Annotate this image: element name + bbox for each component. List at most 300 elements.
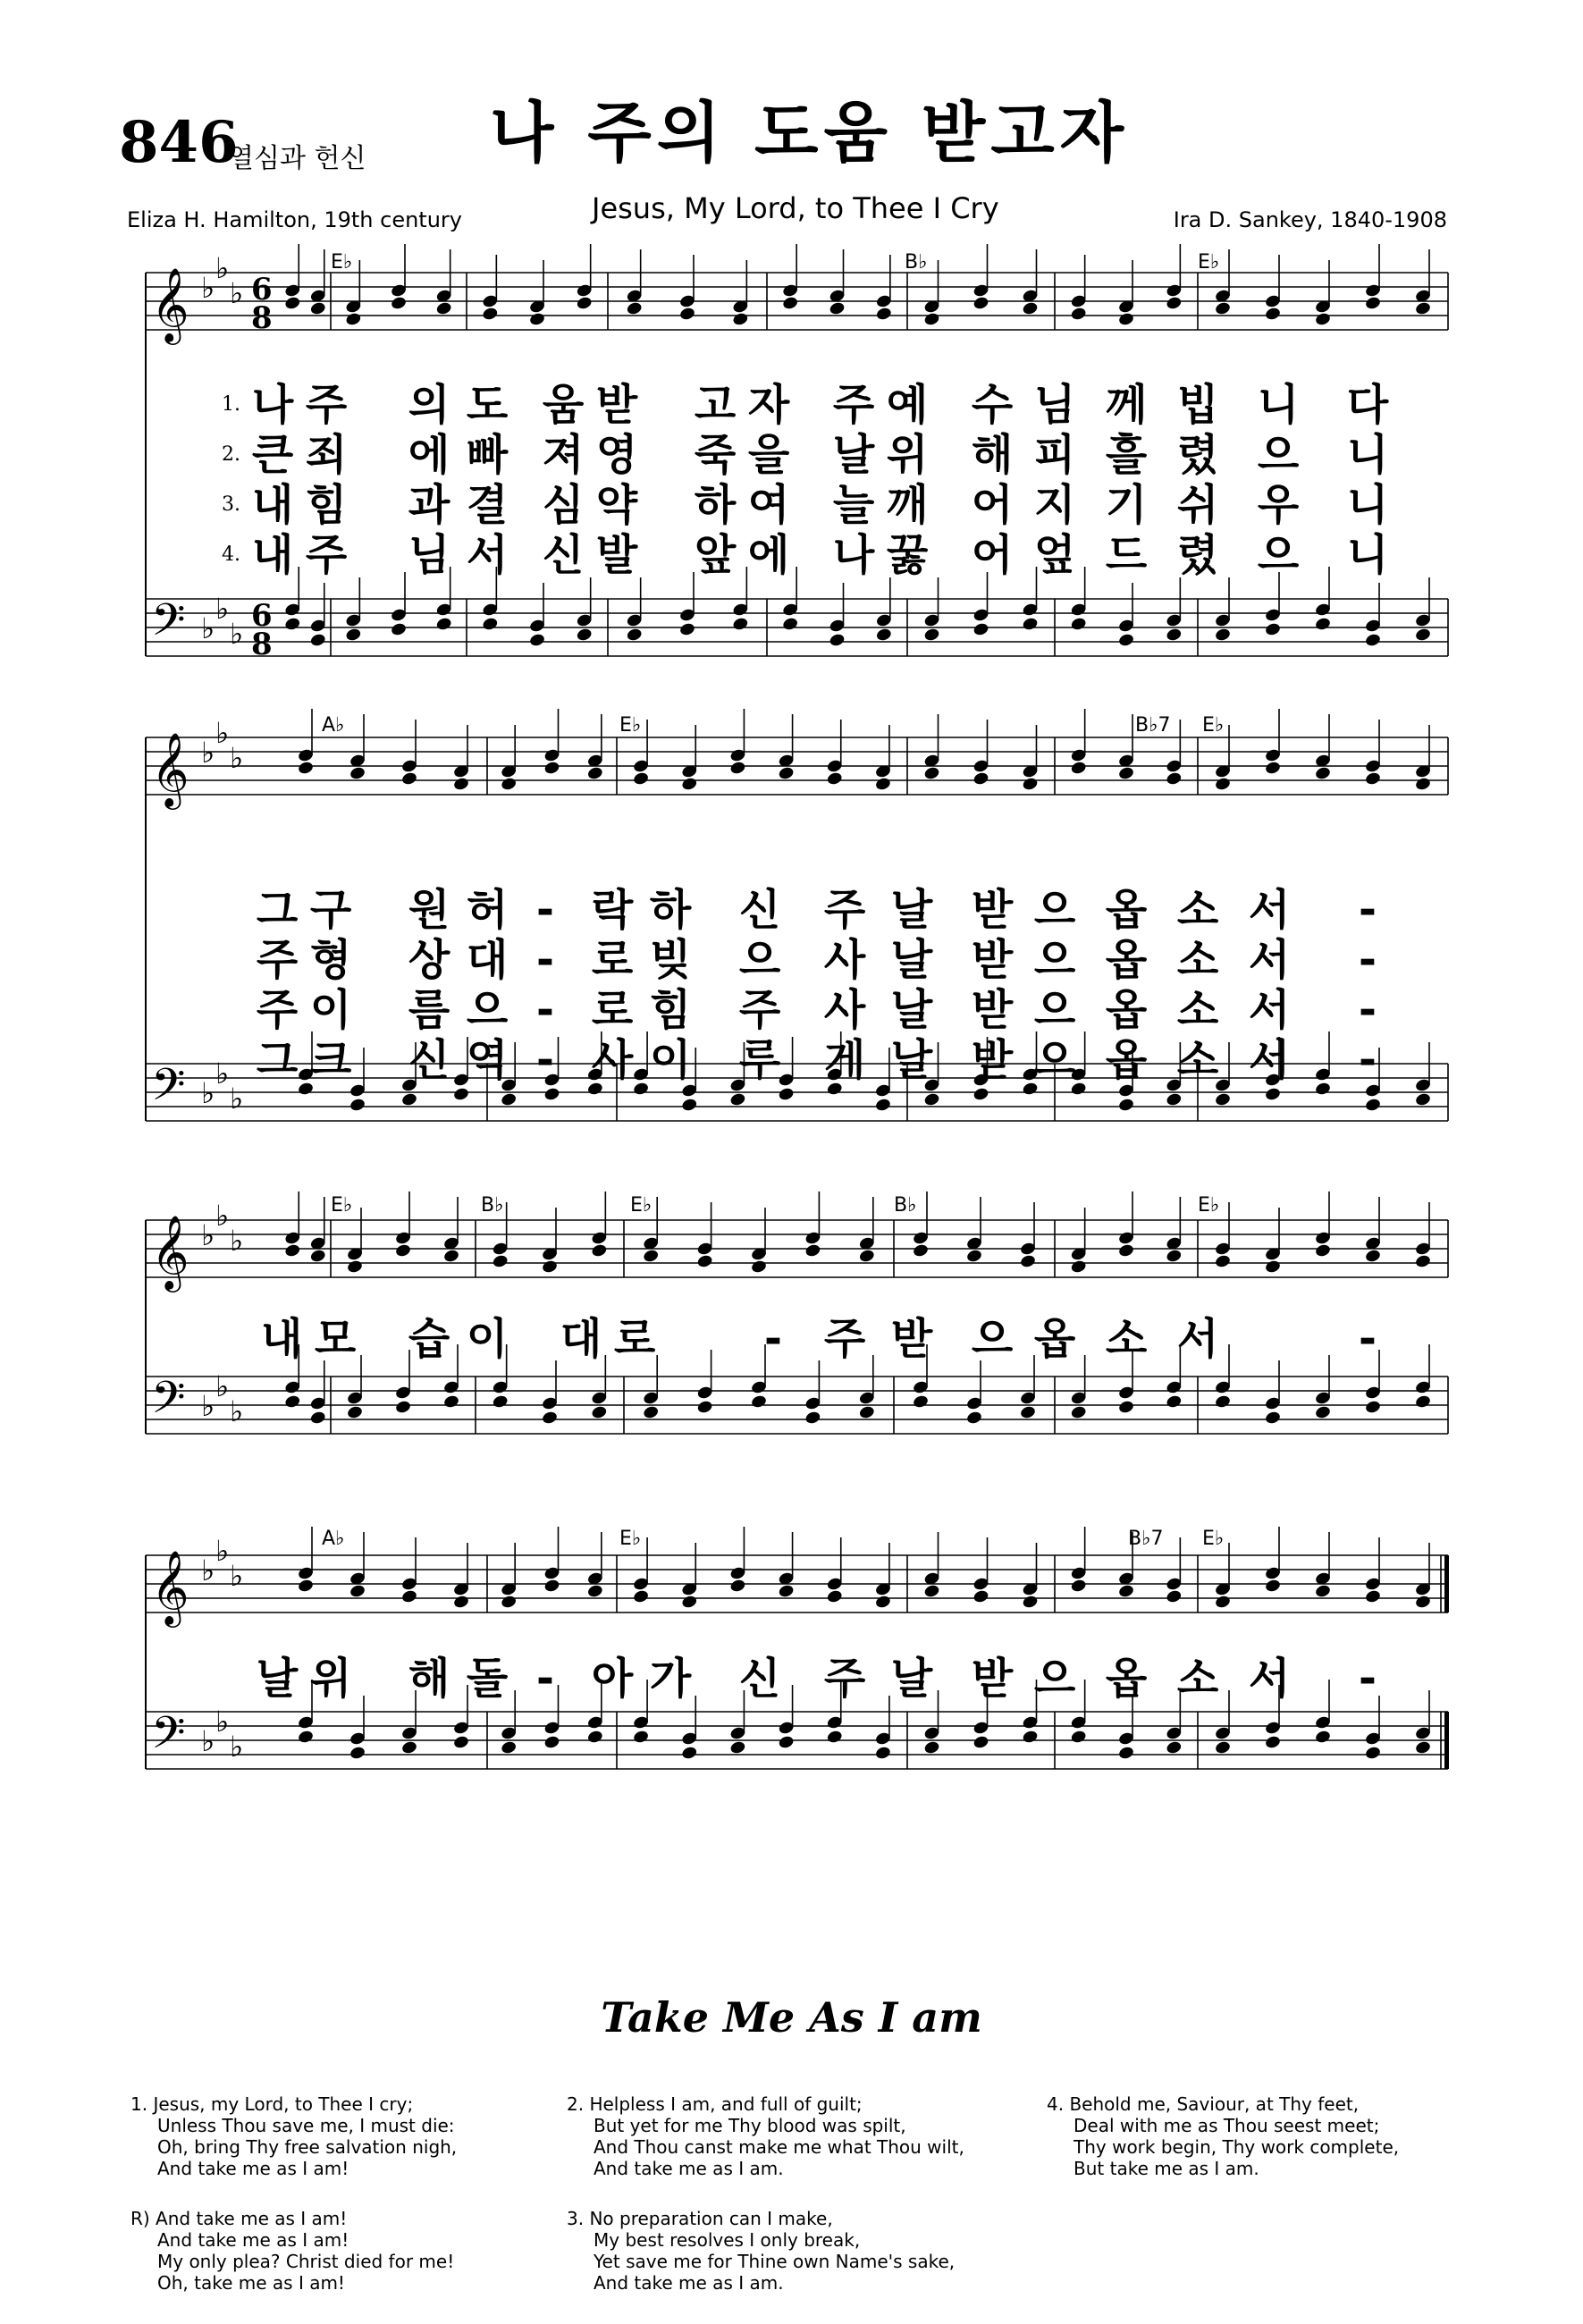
- note-head: [435, 301, 452, 316]
- chord-symbol: B♭: [894, 1194, 917, 1217]
- note-head: [1117, 1243, 1134, 1259]
- lyric-syllable: 주: [823, 885, 866, 935]
- note-head: [394, 1243, 411, 1259]
- note-head: [1214, 1595, 1231, 1610]
- note-head: [1070, 1405, 1087, 1420]
- treble-clef-icon: 𝄞: [151, 731, 189, 806]
- note-head: [1414, 1595, 1431, 1610]
- note-head: [1264, 1579, 1281, 1594]
- flat-icon: ♭: [230, 1082, 244, 1116]
- note-head: [543, 761, 560, 776]
- note-head: [1166, 1394, 1183, 1410]
- lyric-syllable: 으: [1033, 885, 1076, 935]
- note-head: [1414, 1254, 1431, 1269]
- lyric-syllable: 서: [1248, 935, 1291, 985]
- lyric-syllable: 옵: [1105, 885, 1148, 935]
- korean-title: 나 주의 도움 받고자: [490, 95, 1130, 172]
- lyric-syllable: 으: [1033, 985, 1076, 1035]
- lyric-syllable: 서: [1248, 1654, 1291, 1704]
- lyric-syllable: 드: [1105, 530, 1148, 580]
- lyric-syllable: 날: [832, 430, 875, 480]
- chord-symbol: E♭: [1198, 1194, 1220, 1217]
- lyric-syllable: 서: [1248, 885, 1291, 935]
- note-head: [1019, 1405, 1036, 1420]
- note-head: [973, 1589, 989, 1604]
- english-stanza-3: [567, 2208, 955, 2294]
- hymn-category: 열심과 헌신: [228, 143, 366, 174]
- lyric-syllable: 대: [560, 1314, 602, 1364]
- lyric-syllable: -: [536, 935, 554, 985]
- bass-clef-icon: 𝄢: [151, 594, 186, 657]
- chord-symbol: E♭: [331, 251, 353, 274]
- lyric-syllable: 사: [591, 1035, 634, 1085]
- note-head: [1264, 307, 1281, 322]
- note-head: [586, 1730, 603, 1745]
- bass-clef-icon: 𝄢: [151, 1059, 186, 1122]
- lyric-syllable: 힘: [649, 985, 692, 1035]
- note-head: [492, 1394, 509, 1410]
- note-head: [874, 1746, 891, 1761]
- note-head: [1022, 1595, 1039, 1610]
- note-head: [345, 312, 362, 327]
- lyric-syllable: 과: [408, 480, 450, 530]
- lyric-syllable: 어: [971, 480, 1014, 530]
- note-head: [297, 1730, 314, 1745]
- chord-symbol: E♭: [1198, 251, 1220, 274]
- lyric-syllable: 형: [309, 935, 352, 985]
- note-head: [501, 1595, 518, 1610]
- lyric-syllable: -: [1359, 1654, 1377, 1704]
- note-head: [804, 1410, 821, 1426]
- flat-icon: ♭: [215, 716, 230, 750]
- note-head: [875, 627, 892, 643]
- note-head: [804, 1243, 821, 1259]
- lyric-syllable: 을: [747, 430, 790, 480]
- verse-number: 1.: [222, 393, 240, 416]
- flat-icon: ♭: [215, 251, 230, 285]
- flat-icon: ♭: [215, 592, 230, 626]
- note-head: [1166, 1092, 1183, 1107]
- lyric-syllable: 니: [1257, 380, 1300, 430]
- flat-icon: ♭: [215, 1705, 230, 1739]
- lyric-syllable: 에: [408, 430, 450, 480]
- lyric-syllable: 움: [542, 380, 585, 430]
- note-head: [1214, 777, 1231, 792]
- lyric-syllable: 사: [823, 935, 866, 985]
- note-head: [1314, 1243, 1331, 1259]
- lyric-line: 1. Jesus, my Lord, to Thee I cry;: [131, 2093, 414, 2115]
- note-head: [1264, 1087, 1281, 1102]
- note-head: [349, 766, 366, 781]
- note-head: [1070, 1730, 1087, 1745]
- hymn-number: 846: [119, 109, 239, 176]
- note-head: [1022, 777, 1039, 792]
- lyric-syllable: -: [536, 985, 554, 1035]
- lyric-line: 3. No preparation can I make,: [567, 2208, 833, 2229]
- note-head: [1166, 1589, 1183, 1604]
- lyric-syllable: 나: [251, 380, 294, 430]
- lyric-syllable: 나: [832, 530, 875, 580]
- lyric-syllable: 으: [1257, 530, 1300, 580]
- note-head: [576, 296, 593, 311]
- chord-symbol: E♭: [619, 714, 642, 737]
- note-head: [732, 617, 749, 632]
- lyric-syllable: 옵: [1033, 1314, 1076, 1364]
- note-head: [778, 1584, 795, 1599]
- lyric-syllable: 깨: [886, 480, 929, 530]
- note-head: [1166, 627, 1183, 643]
- lyric-line: 2. Helpless I am, and full of guilt;: [567, 2093, 863, 2115]
- english-subtitle: Take Me As I am: [601, 1993, 982, 2042]
- lyric-syllable: 엎: [1033, 530, 1076, 580]
- note-head: [297, 761, 314, 776]
- lyric-syllable: 꿇: [886, 530, 929, 580]
- lyric-syllable: 서: [1248, 985, 1291, 1035]
- lyric-syllable: -: [1359, 1314, 1377, 1364]
- note-head: [729, 761, 746, 776]
- lyric-syllable: 받: [890, 1314, 933, 1364]
- lyric-row-verse-4: [0, 530, 1583, 580]
- lyric-line: Unless Thou save me, I must die:: [157, 2115, 455, 2136]
- lyric-syllable: 주: [305, 380, 348, 430]
- note-head: [681, 1595, 698, 1610]
- lyric-syllable: 주: [256, 935, 299, 985]
- note-head: [829, 301, 846, 316]
- note-head: [633, 771, 650, 787]
- note-head: [973, 1735, 989, 1750]
- lyric-syllable: 님: [1033, 380, 1076, 430]
- lyric-syllable: 영: [595, 430, 638, 480]
- chord-symbol: B♭: [481, 1194, 504, 1217]
- lyric-syllable: 지: [1033, 480, 1076, 530]
- lyric-line: Oh, take me as I am!: [157, 2272, 345, 2294]
- note-head: [829, 633, 846, 648]
- note-head: [1022, 617, 1039, 632]
- note-head: [1214, 1740, 1231, 1756]
- english-stanza-1: [131, 2093, 457, 2179]
- note-head: [782, 617, 799, 632]
- note-head: [586, 1584, 603, 1599]
- lyric-syllable: 옵: [1105, 985, 1148, 1035]
- chord-symbol: E♭: [331, 1194, 353, 1217]
- note-head: [586, 766, 603, 781]
- note-head: [541, 1410, 558, 1426]
- flat-icon: ♭: [230, 1559, 244, 1593]
- lyric-row-refrain: [0, 1654, 1583, 1704]
- lyric-syllable: 옵: [1105, 1035, 1148, 1085]
- lyric-line: And Thou canst make me what Thou wilt,: [594, 2136, 964, 2158]
- note-head: [1070, 307, 1087, 322]
- lyric-syllable: 날: [890, 1035, 933, 1085]
- note-head: [874, 1098, 891, 1113]
- lyric-syllable: 니: [1346, 430, 1389, 480]
- lyric-syllable: 우: [1257, 480, 1300, 530]
- lyric-syllable: 이: [466, 1314, 509, 1364]
- lyric-syllable: 져: [542, 430, 585, 480]
- lyric-line: Oh, bring Thy free salvation nigh,: [157, 2136, 458, 2158]
- note-head: [1414, 1394, 1431, 1410]
- note-head: [1117, 1584, 1134, 1599]
- lyric-syllable: 으: [1033, 1654, 1076, 1704]
- note-head: [973, 1087, 989, 1102]
- lyric-syllable: 신: [408, 1035, 450, 1085]
- note-head: [1314, 766, 1331, 781]
- lyric-syllable: 하: [649, 885, 692, 935]
- note-head: [1264, 1410, 1281, 1426]
- note-head: [973, 771, 989, 787]
- lyric-syllable: 그: [256, 885, 299, 935]
- note-head: [1364, 633, 1381, 648]
- note-head: [284, 296, 301, 311]
- note-head: [729, 1740, 746, 1756]
- note-head: [452, 1735, 469, 1750]
- note-head: [1414, 777, 1431, 792]
- lyric-syllable: -: [1359, 985, 1377, 1035]
- note-head: [778, 1087, 795, 1102]
- lyric-row-refrain: [0, 1314, 1583, 1364]
- lyric-syllable: 날: [256, 1654, 299, 1704]
- note-head: [1364, 771, 1381, 787]
- note-head: [394, 1400, 411, 1415]
- note-head: [1070, 617, 1087, 632]
- chord-symbol: E♭: [1202, 714, 1225, 737]
- note-head: [626, 301, 643, 316]
- lyric-syllable: 어: [971, 530, 1014, 580]
- lyric-syllable: 신: [738, 1654, 781, 1704]
- time-signature: 6: [251, 598, 273, 634]
- note-head: [1019, 1254, 1036, 1269]
- note-head: [390, 622, 407, 637]
- lyric-syllable: 게: [823, 1035, 866, 1085]
- note-head: [482, 617, 499, 632]
- time-signature: 8: [251, 627, 273, 662]
- lyric-syllable: 소: [1176, 935, 1219, 985]
- composer-credit: Ira D. Sankey, 1840-1908: [1173, 207, 1447, 232]
- lyric-syllable: 께: [1105, 380, 1148, 430]
- bass-clef-icon: 𝄢: [151, 1707, 186, 1770]
- lyric-line: But yet for me Thy blood was spilt,: [594, 2115, 906, 2136]
- lyric-syllable: 발: [595, 530, 638, 580]
- lyric-syllable: 예: [886, 380, 929, 430]
- note-head: [492, 1254, 509, 1269]
- chord-symbol: B♭7: [1135, 714, 1171, 737]
- note-head: [750, 1259, 767, 1275]
- note-head: [696, 1254, 713, 1269]
- lyric-syllable: 늘: [832, 480, 875, 530]
- note-head: [643, 1405, 660, 1420]
- flat-icon: ♭: [201, 1076, 215, 1110]
- lyric-row-verse-3: [0, 480, 1583, 530]
- note-head: [1070, 1579, 1087, 1594]
- note-head: [1414, 627, 1431, 643]
- note-head: [1264, 1735, 1281, 1750]
- flat-icon: ♭: [230, 617, 244, 651]
- note-head: [858, 1405, 875, 1420]
- note-head: [1364, 1746, 1381, 1761]
- lyric-syllable: 니: [1346, 530, 1389, 580]
- note-head: [750, 1394, 767, 1410]
- note-head: [543, 1735, 560, 1750]
- lyric-syllable: 로: [591, 935, 634, 985]
- lyric-syllable: 날: [890, 935, 933, 985]
- lyric-syllable: 소: [1176, 1035, 1219, 1085]
- note-head: [826, 771, 843, 787]
- lyric-line: R) And take me as I am!: [131, 2208, 348, 2229]
- flat-icon: ♭: [230, 1394, 244, 1428]
- lyric-syllable: 쉬: [1176, 480, 1219, 530]
- note-head: [874, 1595, 891, 1610]
- lyric-syllable: 그: [256, 1035, 299, 1085]
- lyric-syllable: 흘: [1105, 430, 1148, 480]
- flat-icon: ♭: [201, 611, 215, 645]
- lyric-syllable: 상: [408, 935, 450, 985]
- flat-icon: ♭: [201, 1554, 215, 1587]
- flat-icon: ♭: [201, 1218, 215, 1252]
- lyric-row-verse-2: [0, 430, 1583, 480]
- lyric-syllable: 하: [694, 480, 737, 530]
- flat-icon: ♭: [230, 741, 244, 775]
- note-head: [778, 766, 795, 781]
- flat-icon: ♭: [230, 1224, 244, 1258]
- flat-icon: ♭: [230, 276, 244, 310]
- note-head: [528, 312, 545, 327]
- note-head: [1314, 1584, 1331, 1599]
- lyric-syllable: 가: [649, 1654, 692, 1704]
- lyric-syllable: 약: [595, 480, 638, 530]
- note-head: [923, 627, 940, 643]
- note-head: [965, 1249, 982, 1264]
- lyric-line: And take me as I am.: [594, 2158, 784, 2179]
- note-head: [1166, 771, 1183, 787]
- chord-symbol: E♭: [630, 1194, 653, 1217]
- flat-icon: ♭: [215, 1534, 230, 1568]
- lyric-syllable: 기: [1105, 480, 1148, 530]
- lyric-line: And take me as I am!: [157, 2229, 349, 2251]
- lyric-syllable: 모: [314, 1314, 357, 1364]
- note-head: [1314, 312, 1331, 327]
- note-head: [923, 1584, 940, 1599]
- lyric-syllable: 신: [542, 530, 585, 580]
- lyric-syllable: 주: [256, 985, 299, 1035]
- lyric-line: And take me as I am!: [157, 2158, 349, 2179]
- lyric-syllable: -: [536, 1654, 554, 1704]
- lyric-row-verse-3: [0, 985, 1583, 1035]
- note-head: [1214, 1254, 1231, 1269]
- note-head: [297, 1579, 314, 1594]
- lyric-syllable: 큰: [251, 430, 294, 480]
- english-title: Jesus, My Lord, to Thee I Cry: [592, 191, 999, 225]
- note-head: [543, 1579, 560, 1594]
- lyric-syllable: 빠: [466, 430, 509, 480]
- chord-symbol: B♭: [905, 251, 928, 274]
- note-head: [923, 1092, 940, 1107]
- note-head: [576, 627, 593, 643]
- lyric-syllable: 로: [613, 1314, 656, 1364]
- lyric-syllable: 역: [466, 1035, 509, 1085]
- lyric-syllable: 으: [1257, 430, 1300, 480]
- lyric-syllable: 으: [466, 985, 509, 1035]
- note-head: [541, 1259, 558, 1275]
- lyric-syllable: 받: [971, 935, 1014, 985]
- lyric-syllable: 렸: [1176, 530, 1219, 580]
- lyric-syllable: 주: [823, 1654, 866, 1704]
- note-head: [284, 617, 301, 632]
- lyric-syllable: 자: [747, 380, 790, 430]
- note-head: [1264, 1259, 1281, 1275]
- lyric-line: But take me as I am.: [1074, 2158, 1259, 2179]
- lyricist-credit: Eliza H. Hamilton, 19th century: [127, 207, 462, 232]
- lyric-syllable: 서: [466, 530, 509, 580]
- note-head: [591, 1243, 608, 1259]
- lyric-line: And take me as I am.: [594, 2272, 784, 2294]
- chord-symbol: E♭: [619, 1528, 642, 1550]
- note-head: [1070, 761, 1087, 776]
- lyric-syllable: 소: [1176, 885, 1219, 935]
- lyric-syllable: 주: [832, 380, 875, 430]
- note-head: [390, 296, 407, 311]
- note-head: [435, 617, 452, 632]
- note-head: [1117, 1746, 1134, 1761]
- treble-clef-icon: 𝄞: [151, 1549, 189, 1624]
- verse-number: 2.: [222, 443, 240, 466]
- note-head: [349, 1584, 366, 1599]
- lyric-syllable: 으: [1033, 935, 1076, 985]
- lyric-syllable: 루: [738, 1035, 781, 1085]
- lyric-syllable: 주: [823, 1314, 866, 1364]
- lyric-syllable: 받: [971, 1654, 1014, 1704]
- treble-clef-icon: 𝄞: [151, 266, 189, 341]
- chord-symbol: B♭7: [1128, 1528, 1164, 1550]
- lyric-syllable: 수: [971, 380, 1014, 430]
- lyric-syllable: 으: [1033, 1035, 1076, 1085]
- chord-symbol: E♭: [1202, 1528, 1225, 1550]
- note-head: [452, 1087, 469, 1102]
- note-head: [782, 296, 799, 311]
- note-head: [309, 301, 326, 316]
- note-head: [1117, 633, 1134, 648]
- lyric-syllable: 받: [595, 380, 638, 430]
- lyric-syllable: 고: [694, 380, 737, 430]
- lyric-syllable: 락: [591, 885, 634, 935]
- note-head: [442, 1249, 459, 1264]
- lyric-syllable: 대: [466, 935, 509, 985]
- note-head: [973, 622, 989, 637]
- lyric-syllable: 이: [309, 985, 352, 1035]
- lyric-syllable: 피: [1033, 430, 1076, 480]
- note-head: [442, 1394, 459, 1410]
- note-head: [284, 1394, 301, 1410]
- note-head: [1414, 1740, 1431, 1756]
- lyric-syllable: 해: [408, 1654, 450, 1704]
- note-head: [633, 1730, 650, 1745]
- lyric-syllable: 빕: [1176, 380, 1219, 430]
- lyric-syllable: 힘: [305, 480, 348, 530]
- lyric-syllable: 죽: [694, 430, 737, 480]
- lyric-syllable: 날: [890, 985, 933, 1035]
- lyric-syllable: 내: [260, 1314, 303, 1364]
- lyric-syllable: -: [1359, 885, 1377, 935]
- note-head: [1364, 1249, 1381, 1264]
- note-head: [1214, 1092, 1231, 1107]
- note-head: [309, 1249, 326, 1264]
- lyric-syllable: 렸: [1176, 430, 1219, 480]
- chord-symbol: A♭: [322, 1528, 345, 1550]
- lyric-syllable: 름: [408, 985, 450, 1035]
- note-head: [501, 1092, 518, 1107]
- note-head: [349, 1098, 366, 1113]
- lyric-syllable: 니: [1346, 480, 1389, 530]
- note-head: [1364, 1400, 1381, 1415]
